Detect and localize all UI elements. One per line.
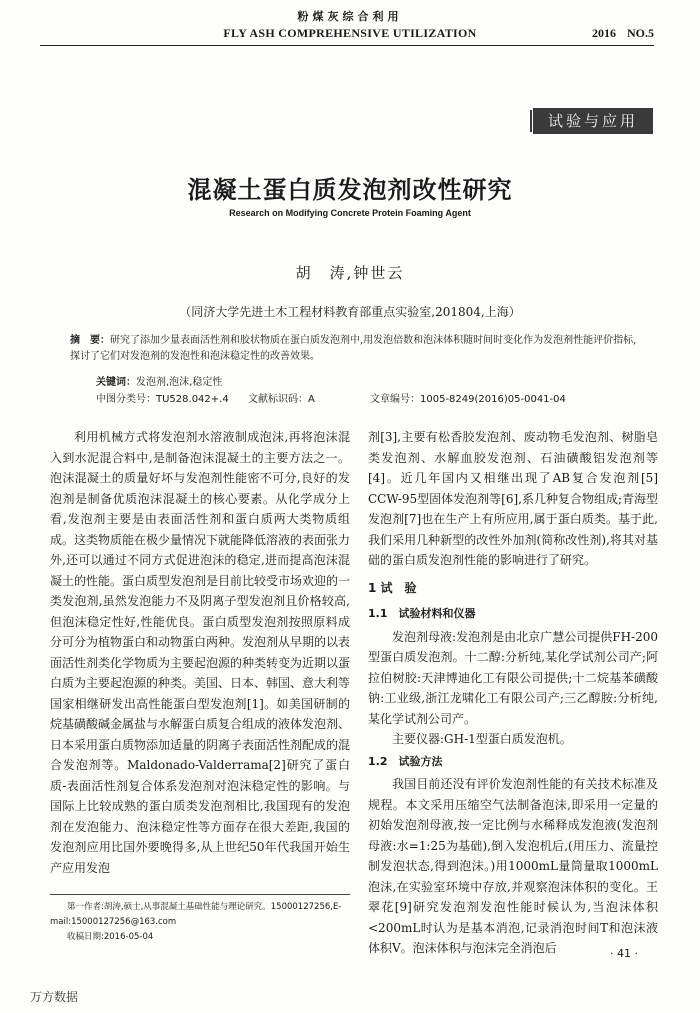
journal-name-en: FLY ASH COMPREHENSIVE UTILIZATION xyxy=(223,26,477,40)
keywords-label: 关键词： xyxy=(96,377,136,388)
body-left-column xyxy=(50,427,350,878)
journal-name-cn: 粉煤灰综合利用 xyxy=(297,10,403,23)
method-paragraph: 我国目前还没有评价发泡剂性能的有关技术标准及规程。本文采用压缩空气法制备泡沫,即采用一定量的初始发泡剂母液,按一定比例与水稀释成发泡液(发泡剂母液:水=1:25为基础),倒入发泡机后,(用压力、流量控制发泡状态,得到泡沫。)用1000mL量筒量取1000mL泡沫,在实验室环境中存放,并观察泡沫体积的变化。王翠花[9]研究发泡剂发泡性能时候认为,当泡沫体积<200mL时认为是基本消泡,记录消泡时间T和泡沫液体积V。泡沫体积与泡沫完全消泡后 xyxy=(368,777,658,955)
subsection-heading-1-2: 1.2 试验方法 xyxy=(368,754,443,768)
document-code: 文献标识码：A xyxy=(248,394,315,405)
abstract xyxy=(70,333,644,365)
watermark: 万方数据 xyxy=(30,990,79,1004)
footnote-author: 第一作者:胡涛,硕士,从事混凝土基础性能与理论研究。15000127256,E-mail:15000127256@163.com xyxy=(50,902,342,927)
affiliation: （同济大学先进土木工程材料教育部重点实验室,201804,上海） xyxy=(179,305,521,319)
article-title: 混凝土蛋白质发泡剂改性研究 xyxy=(187,175,513,204)
abstract-label: 摘 要： xyxy=(70,335,110,346)
header-rule xyxy=(40,45,654,46)
keywords xyxy=(96,373,222,388)
keywords-text: 发泡剂,泡沫,稳定性 xyxy=(136,377,223,388)
footnote-rule xyxy=(50,894,350,895)
section-banner: 试验与应用 xyxy=(533,108,653,134)
article-number: 文章编号：1005-8249(2016)05-0041-04 xyxy=(370,394,566,405)
page-number: · 41 · xyxy=(610,947,638,960)
footnote xyxy=(50,900,350,945)
materials-paragraph: 发泡剂母液:发泡剂是由北京广慧公司提供FH-200型蛋白质发泡剂。十二醇:分析纯,某化学试剂公司产;阿拉伯树胶:天津博迪化工有限公司提供;十二烷基苯磺酸钠:工业级,浙江龙啸化工有限公司产;三乙醇胺:分析纯,某化学试剂公司产。 xyxy=(368,629,658,726)
footnote-received: 收稿日期:2016-05-04 xyxy=(67,932,154,942)
journal-issue: 2016 NO.5 xyxy=(592,26,654,40)
authors: 胡 涛,钟世云 xyxy=(295,264,405,282)
clc-number: 中图分类号：TU528.042+.4 xyxy=(96,394,229,405)
section-heading-1: 1 试 验 xyxy=(368,580,417,595)
subsection-heading-1-1: 1.1 试验材料和仪器 xyxy=(368,607,476,620)
intro-paragraph-continued: 剂[3],主要有松香胶发泡剂、废动物毛发泡剂、树脂皂类发泡剂、水解血胶发泡剂、石油磺酸铝发泡剂等[4]。近几年国内又相继出现了AB复合发泡剂[5] CCW-95型固体发泡剂等[6],系几种复合物组成;青海型发泡剂[7]也在生产上有所应用,属于蛋白质类。基于此,我们采用几种新型的改性外加剂(简称改性剂),将其对基础的蛋白质发泡剂性能的影响进行了研究。 xyxy=(368,430,659,567)
abstract-text: 研究了添加少量表面活性剂和胶状物质在蛋白质发泡剂中,用发泡倍数和泡沫体积随时间时变化作为发泡剂性能评价指标,探讨了它们对发泡剂的发泡性和泡沫稳定性的改善效果。 xyxy=(70,335,637,362)
body-right-column xyxy=(368,427,658,959)
instruments-paragraph: 主要仪器:GH-1型蛋白质发泡机。 xyxy=(392,732,572,746)
article-title-en: Research on Modifying Concrete Protein Foaming Agent xyxy=(229,208,471,218)
classification-line xyxy=(96,390,566,405)
intro-paragraph: 利用机械方式将发泡剂水溶液制成泡沫,再将泡沫混入到水泥混合料中,是制备泡沫混凝土的主要方法之一。泡沫混凝土的质量好坏与发泡剂性能密不可分,良好的发泡剂是制备优质泡沫混凝土的核心要素。从化学成分上看,发泡剂主要是由表面活性剂和蛋白质两大类物质组成。这类物质能在极少量情况下就能降低溶液的表面张力外,还可以通过不同方式促进泡沫的稳定,进而提高泡沫混凝土的性能。蛋白质型发泡剂是目前比较受市场欢迎的一类发泡剂,虽然发泡能力不及阴离子型发泡剂且价格较高,但泡沫稳定性好,性能优良。蛋白质型发泡剂按照原料成分可分为植物蛋白和动物蛋白两种。发泡剂从早期的以表面活性剂类化学物质为主要起泡源的种类转变为近期以蛋白质为主要起泡源的种类。美国、日本、韩国、意大利等国家相继研发出高性能蛋白型发泡剂[1]。如美国研制的烷基磺酸碱金属盐与水解蛋白质复合组成的液体发泡剂、日本采用蛋白质物添加适量的阴离子表面活性剂配成的混合发泡剂等。Maldonado-Valderrama[2]研究了蛋白质-表面活性剂复合体系发泡剂对泡沫稳定性的影响。与国际上比较成熟的蛋白质类发泡剂相比,我国现有的发泡剂在发泡能力、泡沫稳定性等方面存在很大差距,我国的发泡剂应用比国外要晚得多,从上世纪50年代我国开始生产应用发泡 xyxy=(50,430,351,875)
